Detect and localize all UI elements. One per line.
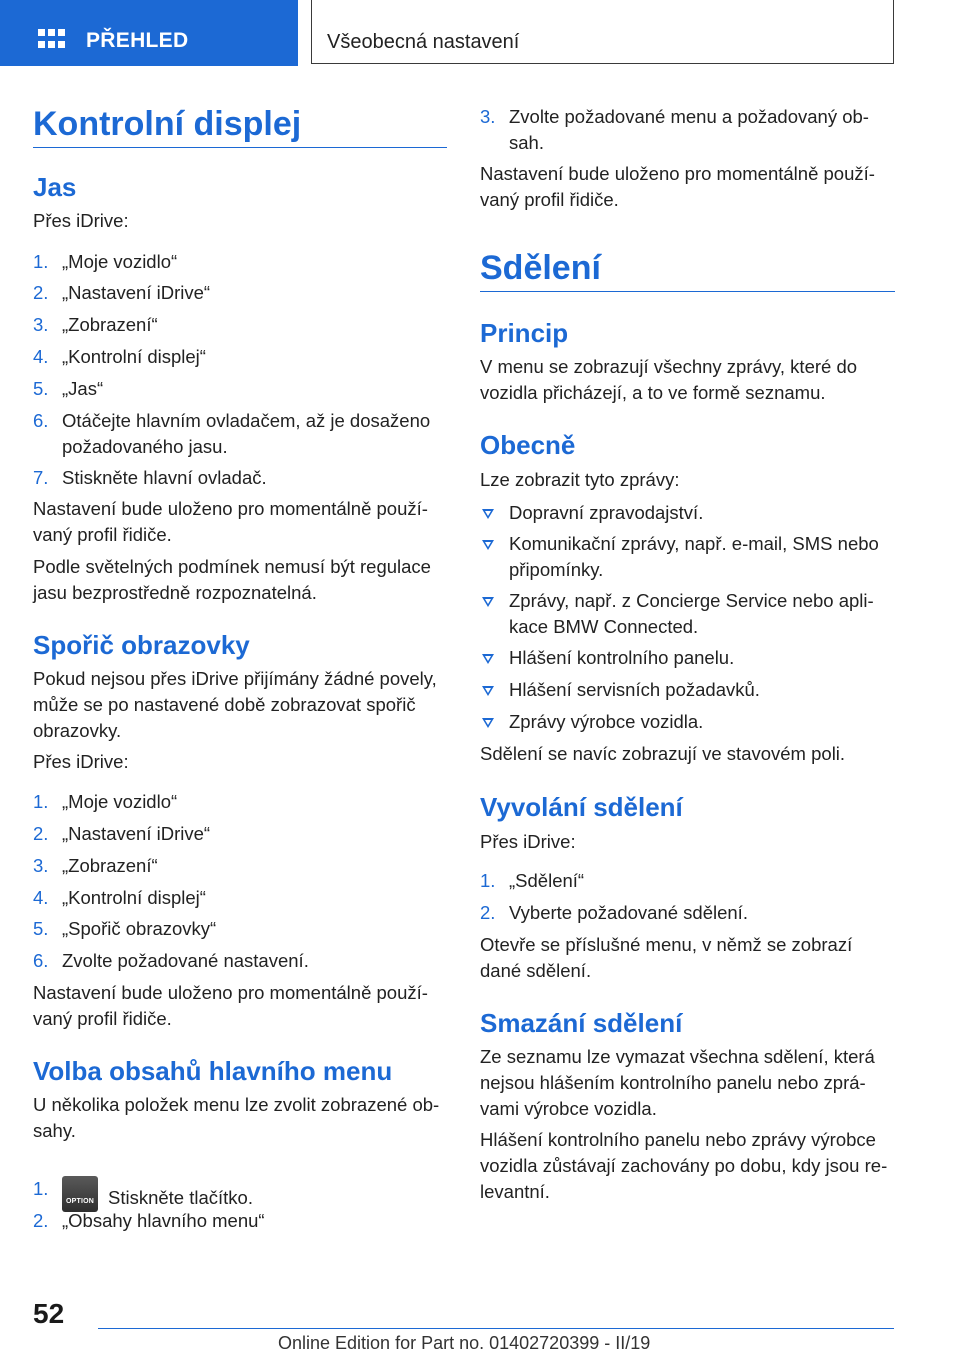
message-type-item: Zprávy výrobce vozidla. bbox=[480, 709, 895, 735]
page-title: Kontrolní displej bbox=[33, 105, 302, 143]
message-type-item: Hlášení servisních požadavků. bbox=[480, 677, 895, 703]
obecne-intro: Lze zobrazit tyto zprávy: bbox=[480, 469, 680, 490]
footer-rule bbox=[98, 1328, 894, 1329]
vyvolani-intro: Přes iDrive: bbox=[480, 831, 576, 852]
screensaver-step: 2. „Nastavení iDrive“ bbox=[33, 823, 211, 844]
overview-label: PŘEHLED bbox=[86, 29, 189, 52]
message-type-item: Dopravní zpravodajství. bbox=[480, 500, 895, 526]
smazani-heading: Smazání sdělení bbox=[480, 1008, 683, 1038]
title-rule bbox=[33, 147, 447, 148]
smazani-text: Hlášení kontrolního panelu nebo zprávy výrobce vozidla zůstávají zachovány po dobu, kdy jsou re‐levantní. bbox=[480, 1129, 888, 1202]
message-type-item: Komunikační zprávy, např. e-mail, SMS nebo připomínky. bbox=[480, 531, 895, 583]
grid-menu-icon bbox=[38, 29, 66, 51]
jas-note: Podle světelných podmínek nemusí být regulace jasu bezprostředně rozpoznatelná. bbox=[33, 556, 431, 603]
jas-intro: Přes iDrive: bbox=[33, 210, 129, 231]
message-type-item: Hlášení kontrolního panelu. bbox=[480, 645, 895, 671]
smazani-text: Ze seznamu lze vymazat všechna sdělení, která nejsou hlášením kontrolního panelu nebo zprá‐vami výrobce vozidla. bbox=[480, 1046, 875, 1119]
messages-title: Sdělení bbox=[480, 249, 601, 287]
option-button-icon: OPTION bbox=[62, 1176, 98, 1212]
screensaver-step: 4. „Kontrolní displej“ bbox=[33, 887, 206, 908]
overview-tab[interactable] bbox=[0, 0, 298, 66]
screensaver-step: 6. Zvolte požadované nastavení. bbox=[33, 950, 309, 971]
jas-step: 6. Otáčejte hlavním ovladačem, až je dosaženo požadovaného jasu. bbox=[33, 410, 431, 457]
triangle-bullet-icon bbox=[482, 540, 494, 550]
screensaver-step: 1. „Moje vozidlo“ bbox=[33, 791, 178, 812]
vyvolani-heading: Vyvolání sdělení bbox=[480, 792, 683, 822]
jas-step: 4. „Kontrolní displej“ bbox=[33, 346, 206, 367]
triangle-bullet-icon bbox=[482, 597, 494, 607]
section-label: Všeobecná nastavení bbox=[327, 31, 520, 53]
screensaver-step: 3. „Zobrazení“ bbox=[33, 855, 158, 876]
screensaver-note: Nastavení bude uloženo pro momentálně použí‐vaný profil řidiče. bbox=[33, 982, 428, 1029]
main-menu-step: 1. OPTION Stiskněte tlačítko. bbox=[33, 1176, 447, 1212]
main-menu-intro: U několika položek menu lze zvolit zobrazené ob‐sahy. bbox=[33, 1094, 440, 1141]
obecne-note: Sdělení se navíc zobrazují ve stavovém poli. bbox=[480, 743, 846, 764]
triangle-bullet-icon bbox=[482, 654, 494, 664]
main-menu-note: Nastavení bude uloženo pro momentálně použí‐vaný profil řidiče. bbox=[480, 163, 875, 210]
vyvolani-step: 2. Vyberte požadované sdělení. bbox=[480, 902, 748, 923]
main-menu-step: 2. „Obsahy hlavního menu“ bbox=[33, 1210, 265, 1231]
jas-step: 7. Stiskněte hlavní ovladač. bbox=[33, 467, 267, 488]
jas-heading: Jas bbox=[33, 172, 77, 202]
obecne-heading: Obecně bbox=[480, 430, 576, 460]
vyvolani-note: Otevře se příslušné menu, v němž se zobrazí dané sdělení. bbox=[480, 934, 853, 981]
message-type-item: Zprávy, např. z Concierge Service nebo apli‐kace BMW Connected. bbox=[480, 588, 895, 640]
vyvolani-step: 1. „Sdělení“ bbox=[480, 870, 585, 891]
screensaver-step: 5. „Spořič obrazovky“ bbox=[33, 918, 217, 939]
edition-info: Online Edition for Part no. 01402720399 - II/19 bbox=[278, 1333, 651, 1353]
page-number: 52 bbox=[33, 1298, 65, 1329]
screensaver-heading: Spořič obrazovky bbox=[33, 630, 250, 660]
screensaver-intro2: Přes iDrive: bbox=[33, 751, 129, 772]
jas-step: 5. „Jas“ bbox=[33, 378, 104, 399]
triangle-bullet-icon bbox=[482, 718, 494, 728]
jas-note: Nastavení bude uloženo pro momentálně použí‐vaný profil řidiče. bbox=[33, 498, 428, 545]
jas-step: 1. „Moje vozidlo“ bbox=[33, 251, 178, 272]
section-tab[interactable] bbox=[311, 0, 894, 64]
main-menu-step: 3. Zvolte požadované menu a požadovaný ob‐sah. bbox=[480, 106, 869, 153]
princip-text: V menu se zobrazují všechny zprávy, které do vozidla přicházejí, a to ve formě seznamu. bbox=[480, 356, 858, 403]
screensaver-intro: Pokud nejsou přes iDrive přijímány žádné povely, může se po nastavené době zobrazovat spořič obrazovky. bbox=[33, 668, 437, 741]
jas-step: 3. „Zobrazení“ bbox=[33, 314, 158, 335]
title-rule bbox=[480, 291, 895, 292]
jas-step: 2. „Nastavení iDrive“ bbox=[33, 282, 211, 303]
triangle-bullet-icon bbox=[482, 686, 494, 696]
triangle-bullet-icon bbox=[482, 509, 494, 519]
princip-heading: Princip bbox=[480, 318, 569, 348]
main-menu-heading: Volba obsahů hlavního menu bbox=[33, 1056, 393, 1086]
